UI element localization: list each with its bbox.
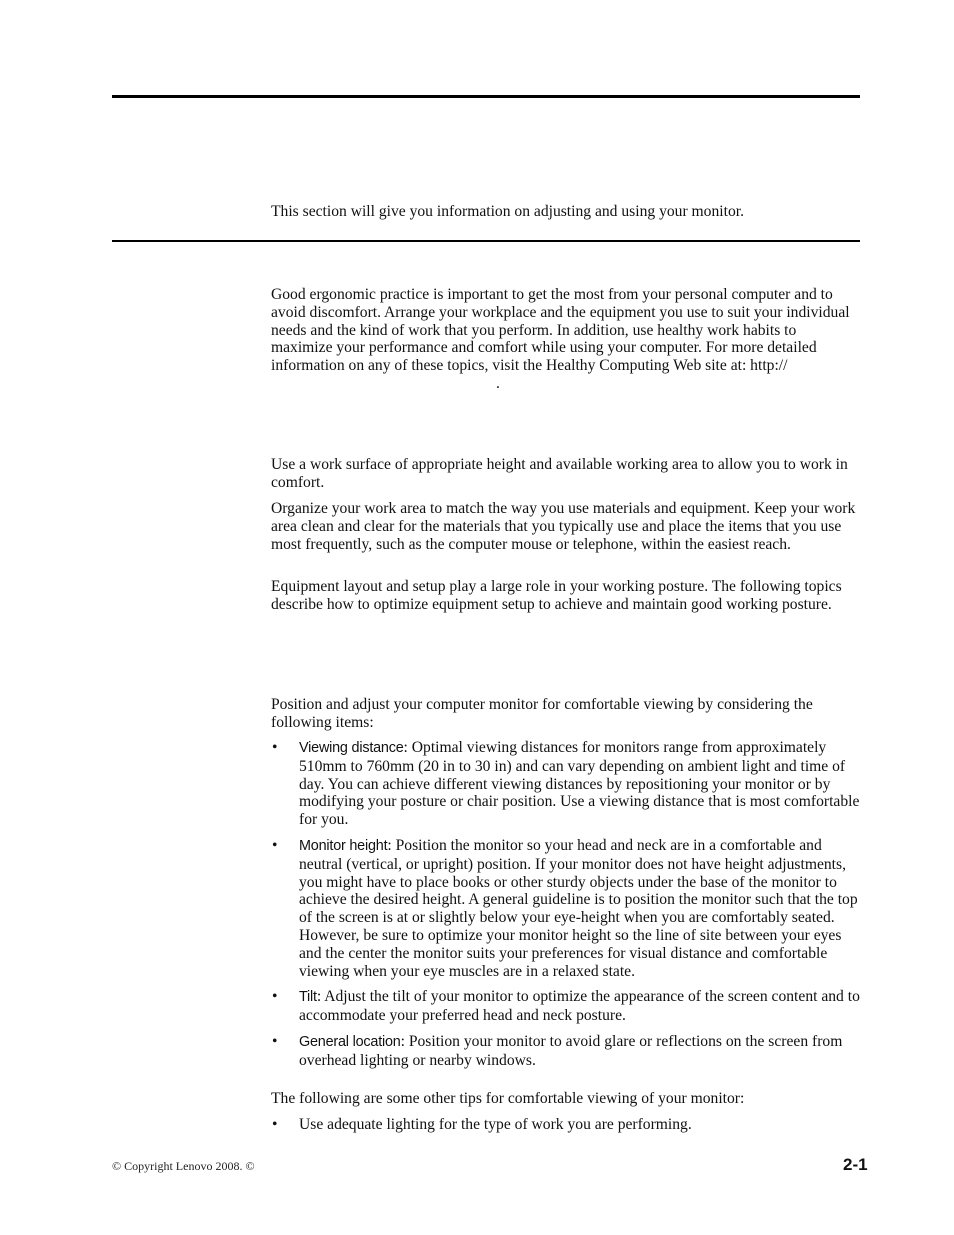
item-text: Use adequate lighting for the type of work you are performing. (299, 1116, 692, 1133)
item-term: General location (299, 1033, 401, 1050)
ergonomics-text: Good ergonomic practice is important to get the most from your personal computer and to avoid discomfort. Arrange your workplace and the equipment you use to suit your individual needs and the kind of work that you perform. In addition, use healthy work habits to maximize your performance and comfort while using your computer. For more detailed information on any of these topics, visit the Healthy Computing Web site at: http:// (271, 286, 850, 375)
list-item (271, 1033, 861, 1070)
work-area-paragraph-3: Equipment layout and setup play a large role in your working posture. The following topics describe how to optimize equipment setup to achieve and maintain good working posture. (271, 578, 842, 613)
other-tips-list (271, 1116, 861, 1142)
section-intro (271, 203, 861, 221)
ergonomics-paragraph (271, 286, 861, 393)
item-term: Monitor height (299, 837, 388, 854)
monitor-bullet-list (271, 739, 861, 1078)
list-item (271, 988, 861, 1025)
bullet: • (272, 1032, 278, 1050)
list-item (271, 837, 861, 980)
bullet: • (272, 988, 278, 1006)
bullet: • (272, 1116, 278, 1133)
intro-text: This section will give you information on adjusting and using your monitor. (271, 203, 744, 220)
list-item (271, 739, 861, 829)
item-text: : Optimal viewing distances for monitors range from approximately 510mm to 760mm (20 in to 30 in) and can vary depending on ambient light and time of day. You can achieve different viewing distances by repositioning your monitor or by modifying your posture or chair position. Use a viewing distance that is most comfortable for you. (299, 739, 860, 829)
work-area-paragraph-1: Use a work surface of appropriate height and available working area to allow you to work in comfort. (271, 456, 848, 491)
item-term: Tilt (299, 989, 317, 1006)
chapter-top-rule (112, 95, 860, 98)
page-number: 2-1 (843, 1155, 868, 1174)
item-text: : Position your monitor to avoid glare or reflections on the screen from overhead lighting or nearby windows. (299, 1032, 843, 1069)
list-item (271, 1116, 861, 1134)
item-text: : Adjust the tilt of your monitor to optimize the appearance of the screen content and to accommodate your preferred head and neck posture. (299, 988, 860, 1025)
other-tips-intro: The following are some other tips for comfortable viewing of your monitor: (271, 1090, 745, 1107)
bullet: • (272, 836, 278, 854)
monitor-intro: Position and adjust your computer monitor for comfortable viewing by considering the following items: (271, 696, 813, 731)
footer-copyright: © Copyright Lenovo 2008. © (112, 1159, 255, 1173)
section-divider-rule (112, 240, 860, 242)
bullet: • (272, 739, 278, 756)
item-term: Viewing distance (299, 740, 404, 756)
ergonomics-text-end: . (496, 374, 500, 392)
item-text: : Position the monitor so your head and neck are in a comfortable and neutral (vertical, or upright) position. If your monitor does not have height adjustments, you might have to place books or other sturdy objects under the base of the monitor to achieve the desired height. A general guideline is to position the monitor such that the top of the screen is at or slightly below your eye-height when you are comfortably seated. However, be sure to optimize your monitor height so the line of site between your eyes and the center the monitor suits your preferences for visual distance and comfortable viewing when your eye muscles are in a relaxed state. (299, 836, 858, 980)
work-area-paragraph-2: Organize your work area to match the way you use materials and equipment. Keep your work area clean and clear for the materials that you typically use and place the items that you use most frequently, such as the computer mouse or telephone, within the easiest reach. (271, 500, 856, 553)
